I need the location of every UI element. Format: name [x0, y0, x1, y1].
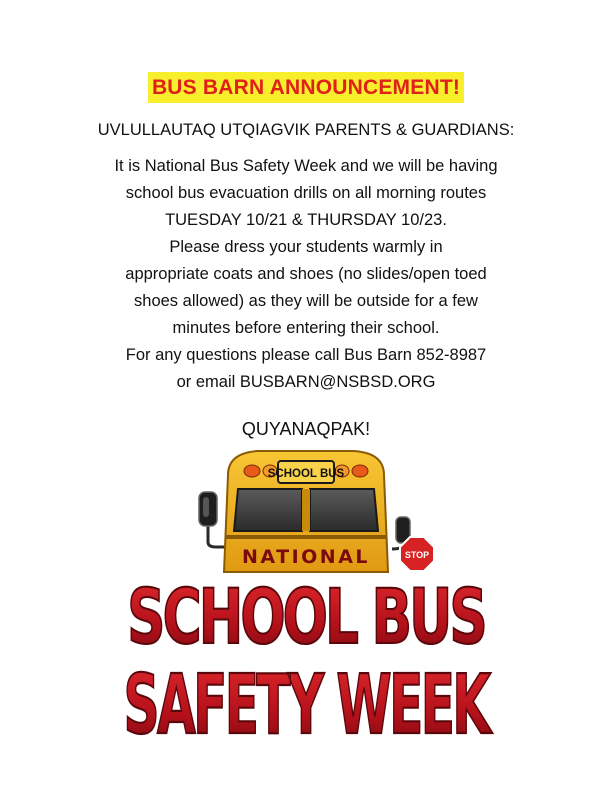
left-mirror-icon	[199, 492, 228, 547]
headline-container	[0, 72, 612, 103]
logo-title-line-2: SAFETY WEEK	[123, 658, 489, 750]
body-line: or email BUSBARN@NSBSD.ORG	[176, 373, 436, 391]
body-line: school bus evacuation drills on all morning routes	[125, 184, 487, 202]
bus-sign-text: SCHOOL BUS	[267, 468, 345, 480]
logo-title-line-1: SCHOOL BUS	[127, 573, 485, 662]
salutation-line: UVLULLAUTAQ UTQIAGVIK PARENTS & GUARDIANS:	[97, 121, 515, 139]
stop-sign-icon	[400, 537, 434, 571]
body-line: TUESDAY 10/21 & THURSDAY 10/23.	[165, 211, 447, 229]
body-line: minutes before entering their school.	[172, 319, 440, 337]
closing-thanks: QUYANAQPAK!	[241, 419, 371, 439]
body-line: It is National Bus Safety Week and we will be having	[114, 157, 498, 175]
body-line: For any questions please call Bus Barn 852-8987	[125, 346, 487, 364]
body-line: appropriate coats and shoes (no slides/open toed	[125, 265, 487, 283]
announcement-body	[40, 153, 572, 396]
announcement-headline: BUS BARN ANNOUNCEMENT!	[148, 72, 464, 103]
school-bus-safety-week-logo	[88, 447, 524, 750]
logo-national-word: NATIONAL	[241, 546, 371, 568]
stop-sign-text: STOP	[404, 550, 430, 560]
body-line: Please dress your students warmly in	[169, 238, 443, 256]
body-line: shoes allowed) as they will be outside for a few	[134, 292, 478, 310]
